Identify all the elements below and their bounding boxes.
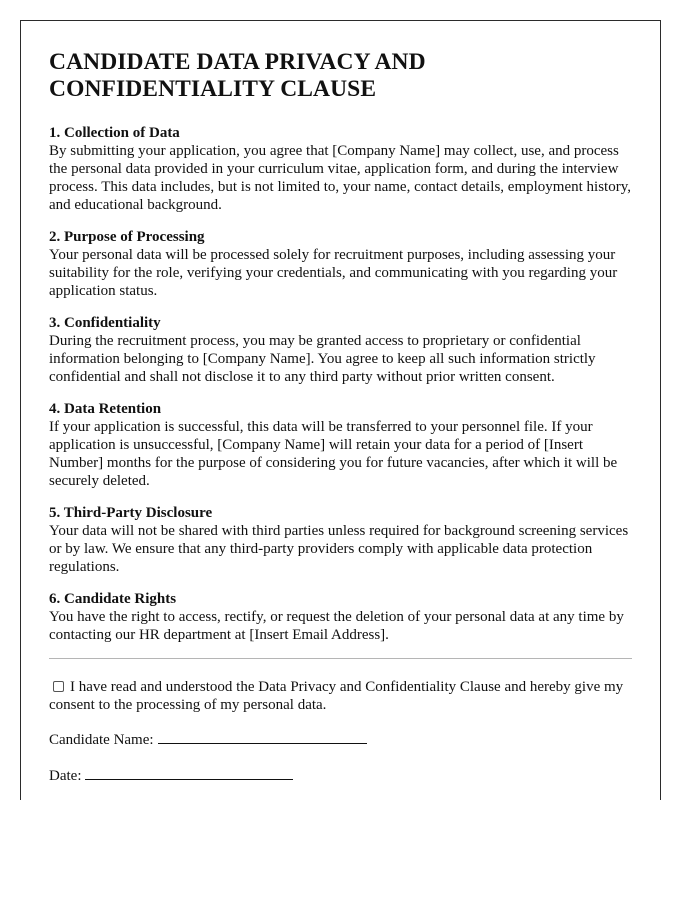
section-collection-of-data [49, 124, 632, 214]
section-data-retention [49, 400, 632, 490]
section-body: If your application is successful, this data will be transferred to your personnel file. If your application is unsuccessful, [Company Name] will retain your data for a period of [Insert Number] months for the purpose of considering you for future vacancies, after which it will be securely deleted. [49, 419, 618, 489]
candidate-name-row [49, 729, 632, 749]
section-third-party-disclosure [49, 504, 632, 576]
section-heading: 6. Candidate Rights [49, 591, 177, 607]
date-row [49, 765, 632, 785]
section-body: You have the right to access, rectify, or request the deletion of your personal data at any time by contacting our HR department at [Insert Email Address]. [49, 609, 624, 643]
date-label: Date: [49, 768, 82, 784]
candidate-name-label: Candidate Name: [49, 732, 154, 748]
section-heading: 4. Data Retention [49, 401, 162, 417]
section-candidate-rights [49, 590, 632, 644]
section-body: During the recruitment process, you may be granted access to proprietary or confidential information belonging to [Company Name]. You agree to keep all such information strictly confidential and shall not disclose it to any third party without prior written consent. [49, 333, 596, 385]
section-heading: 2. Purpose of Processing [49, 229, 205, 245]
consent-checkbox[interactable] [53, 681, 64, 692]
section-heading: 1. Collection of Data [49, 125, 180, 141]
document-page [20, 20, 661, 800]
divider [49, 658, 632, 659]
section-body: Your personal data will be processed solely for recruitment purposes, including assessing your suitability for the role, verifying your credentials, and communicating with you regarding your application status. [49, 247, 618, 299]
section-confidentiality [49, 314, 632, 386]
section-body: By submitting your application, you agree that [Company Name] may collect, use, and process the personal data provided in your curriculum vitae, application form, and during the interview process. This data includes, but is not limited to, your name, contact details, employment history, and educational background. [49, 143, 631, 213]
section-heading: 3. Confidentiality [49, 315, 161, 331]
candidate-name-field[interactable] [158, 729, 367, 744]
consent-label: I have read and understood the Data Privacy and Confidentiality Clause and hereby give my consent to the processing of my personal data. [49, 679, 624, 713]
section-heading: 5. Third-Party Disclosure [49, 505, 213, 521]
date-field[interactable] [85, 765, 293, 780]
section-body: Your data will not be shared with third parties unless required for background screening services or by law. We ensure that any third-party providers comply with applicable data protection regulations. [49, 523, 629, 575]
section-purpose-of-processing [49, 228, 632, 300]
consent-statement [49, 678, 632, 714]
document-title: CANDIDATE DATA PRIVACY AND CONFIDENTIALITY CLAUSE [49, 49, 426, 102]
